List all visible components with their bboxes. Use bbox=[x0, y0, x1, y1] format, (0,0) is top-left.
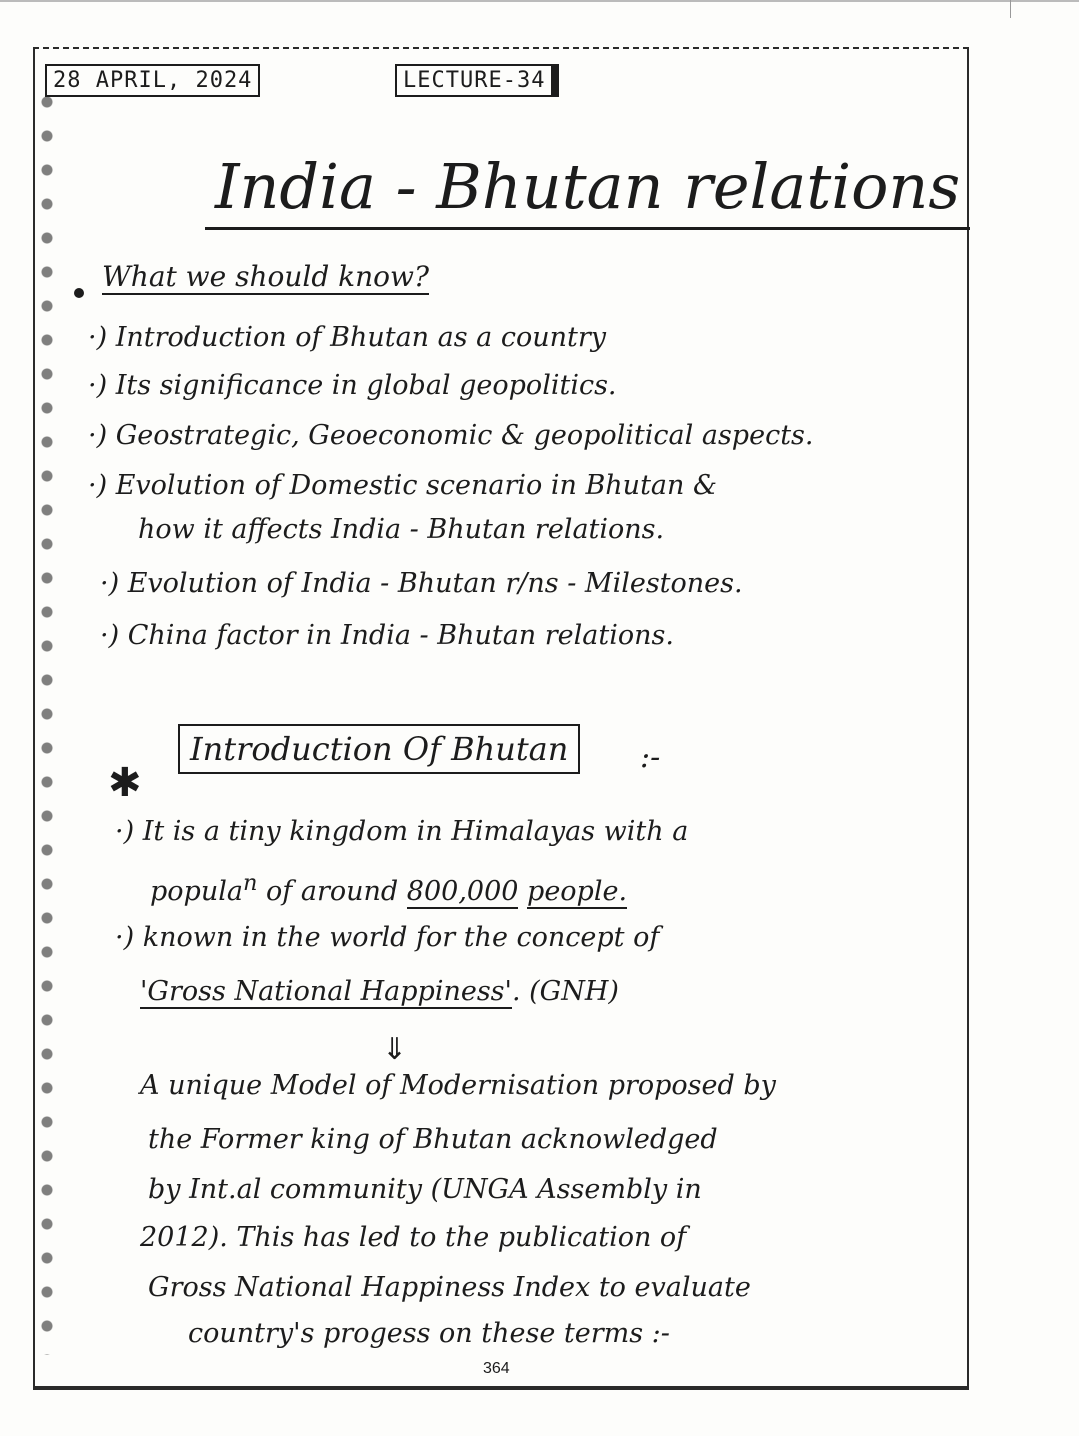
paragraph-line: Gross National Happiness Index to evaluate bbox=[148, 1272, 751, 1303]
list-item: ·) Evolution of Domestic scenario in Bhutan & bbox=[88, 470, 718, 501]
asterisk-icon: ✱ bbox=[108, 760, 142, 806]
paragraph-line: A unique Model of Modernisation proposed by bbox=[140, 1070, 776, 1101]
paragraph-line: popula$^n$ of around 800,000 people. bbox=[150, 870, 628, 907]
page-number: 364 bbox=[483, 1360, 510, 1377]
lecture-box: LECTURE-34 bbox=[395, 64, 559, 97]
bullet-dot bbox=[74, 288, 84, 298]
heading-suffix: :- bbox=[640, 740, 661, 775]
paragraph-line: by Int.al community (UNGA Assembly in bbox=[148, 1174, 702, 1205]
paragraph-line: 'Gross National Happiness'. (GNH) bbox=[140, 976, 619, 1007]
paragraph-line: 2012). This has led to the publication of bbox=[140, 1222, 687, 1253]
down-arrow-icon: ⇓ bbox=[382, 1032, 408, 1067]
list-item: ·) Geostrategic, Geoeconomic & geopolitical aspects. bbox=[88, 420, 814, 451]
list-item: ·) Introduction of Bhutan as a country bbox=[88, 322, 607, 353]
section-heading-what-we-should-know: What we should know? bbox=[102, 260, 430, 293]
paragraph-line: country's progess on these terms :- bbox=[188, 1318, 670, 1349]
section-heading-introduction-of-bhutan: Introduction Of Bhutan bbox=[178, 724, 580, 774]
paragraph-line: the Former king of Bhutan acknowledged bbox=[148, 1124, 718, 1155]
list-item: ·) China factor in India - Bhutan relations. bbox=[100, 620, 674, 651]
list-item: ·) Its significance in global geopolitics. bbox=[88, 370, 617, 401]
paragraph-line: ·) known in the world for the concept of bbox=[115, 922, 660, 953]
date-box: 28 APRIL, 2024 bbox=[45, 64, 260, 97]
paragraph-line: ·) It is a tiny kingdom in Himalayas with a bbox=[115, 816, 689, 847]
scan-edge-mark bbox=[1010, 0, 1011, 18]
spiral-binding-holes bbox=[40, 95, 54, 1355]
scan-top-edge bbox=[0, 0, 1079, 2]
list-item-continuation: how it affects India - Bhutan relations. bbox=[138, 514, 665, 545]
page-title: India - Bhutan relations bbox=[205, 150, 970, 230]
list-item: ·) Evolution of India - Bhutan r/ns - Milestones. bbox=[100, 568, 743, 599]
